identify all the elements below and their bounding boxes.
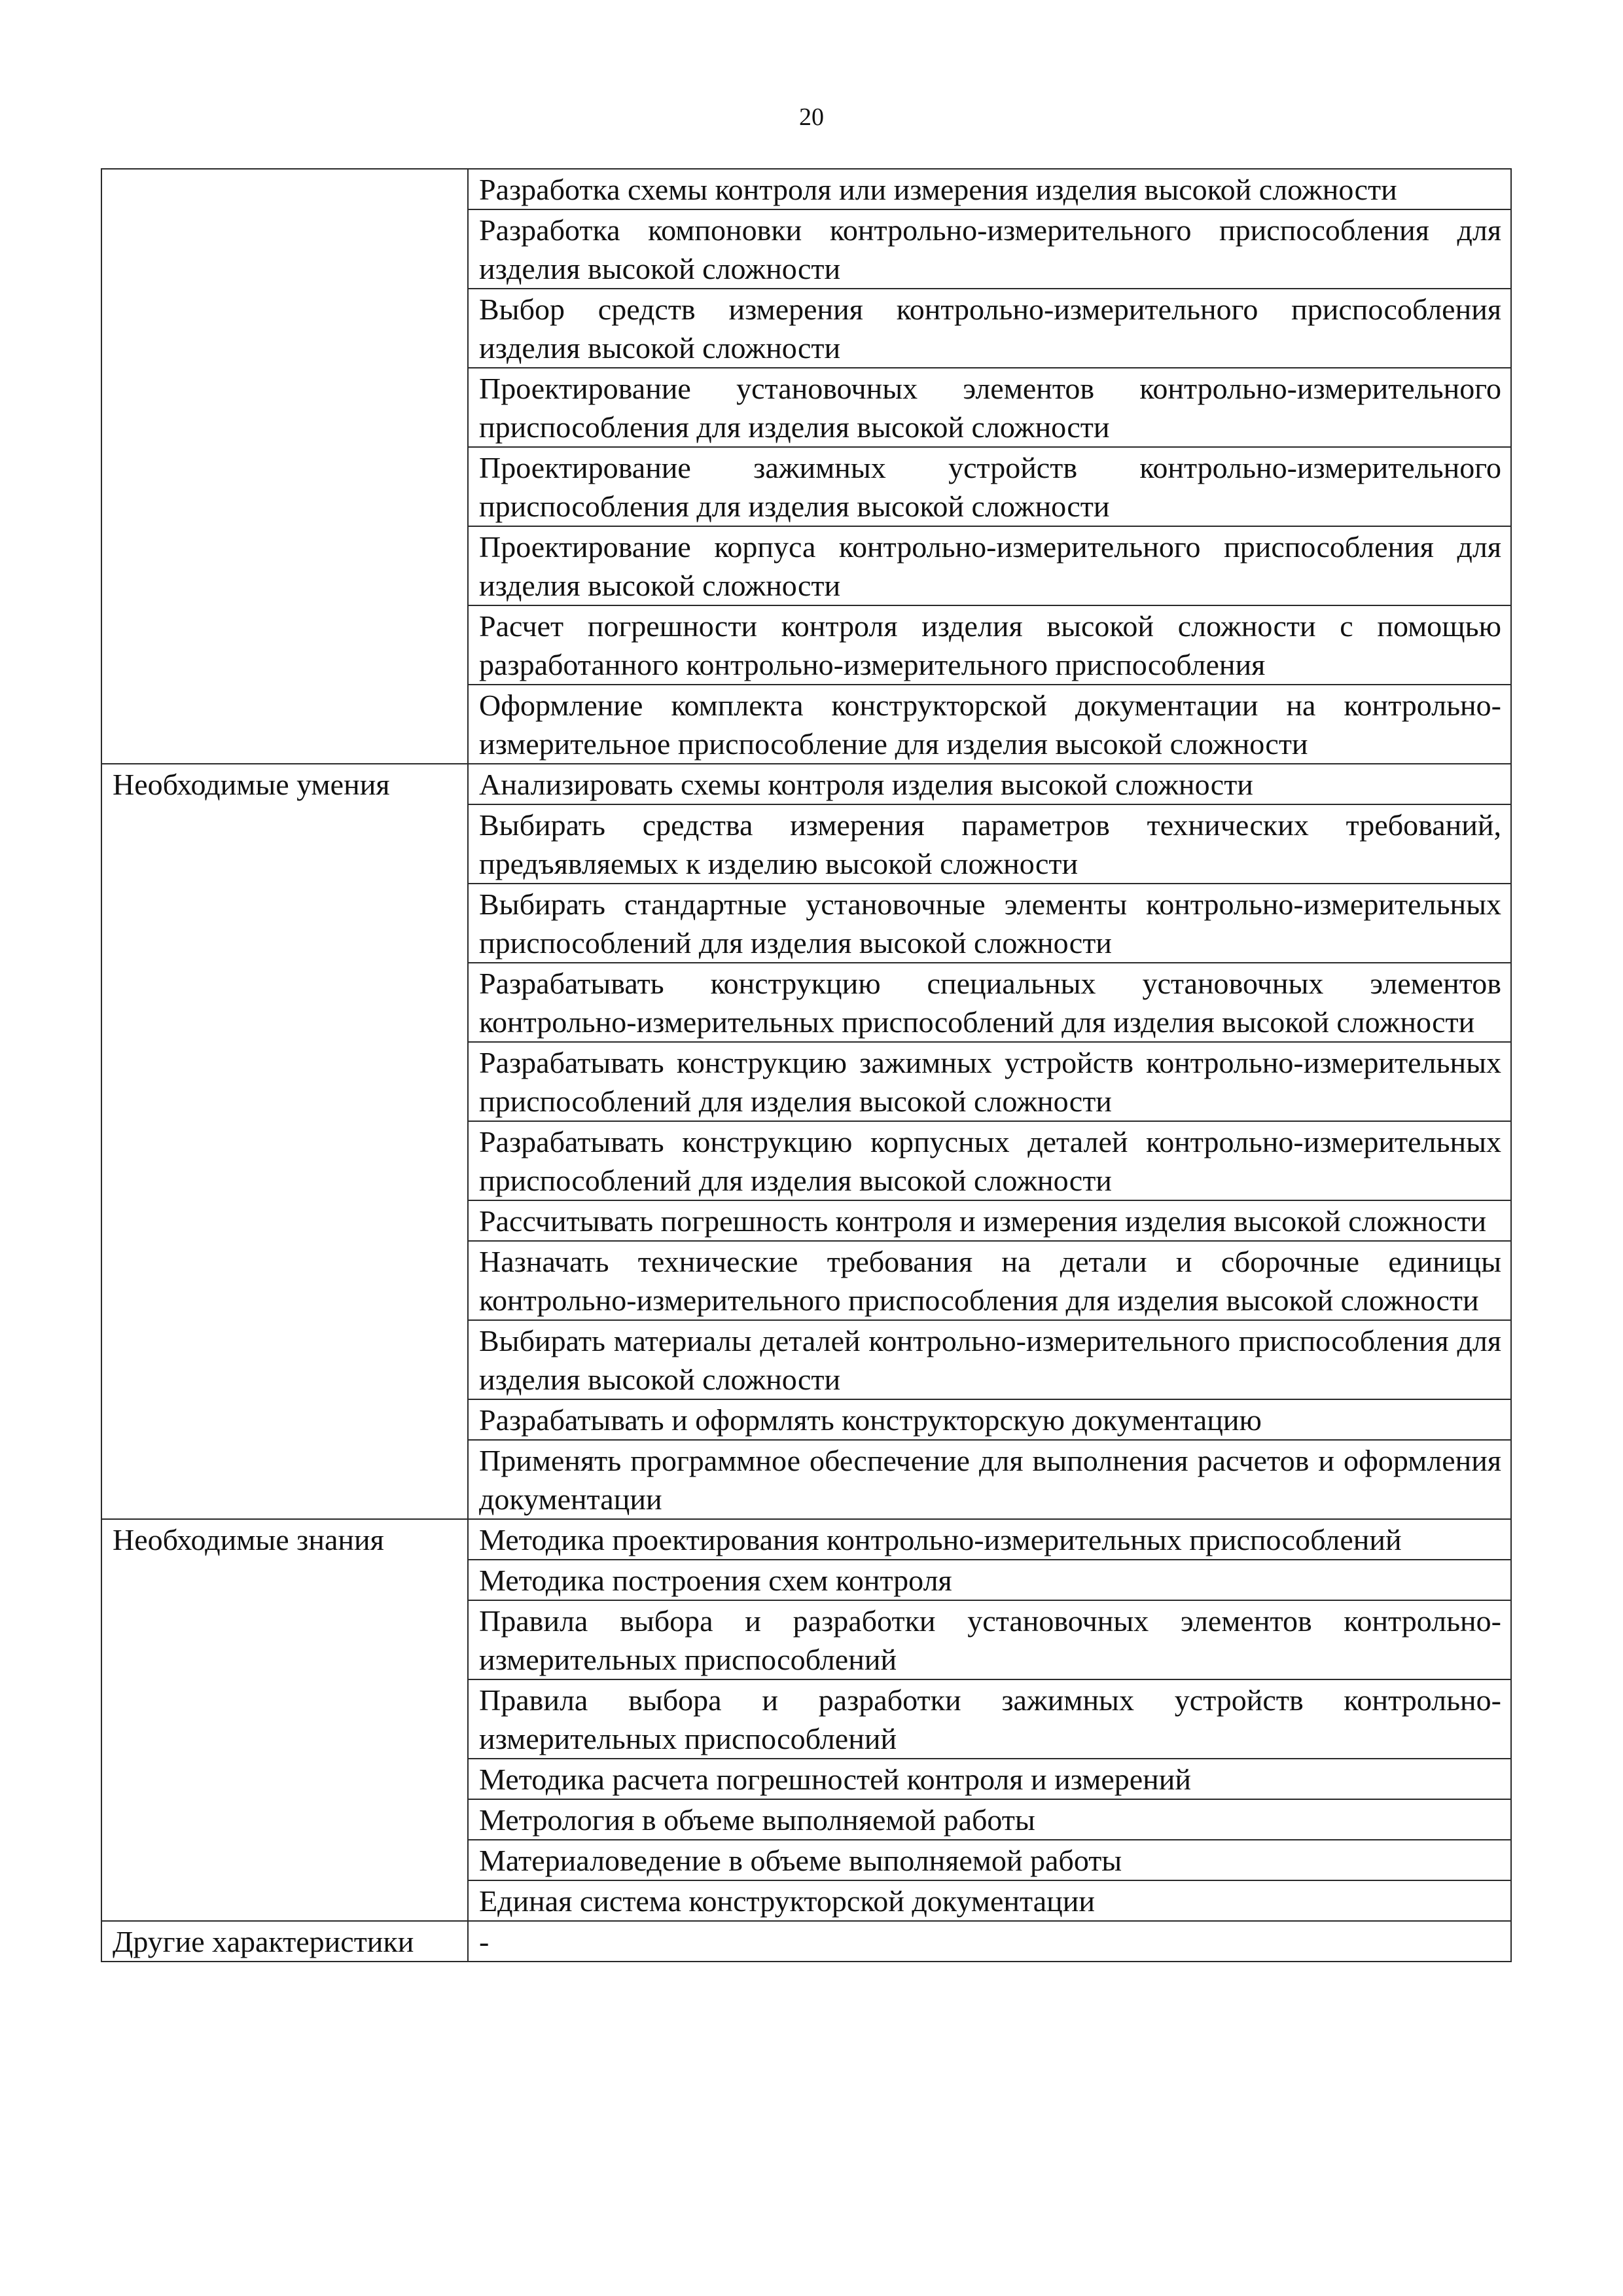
table-cell-item: Выбирать материалы деталей контрольно-измерительного приспособления для изделия высокой сложности — [468, 1320, 1511, 1399]
table-cell-item: Анализировать схемы контроля изделия высокой сложности — [468, 764, 1511, 804]
table-row — [101, 169, 1511, 209]
table-cell-item: Разрабатывать конструкцию специальных установочных элементов контрольно-измерительных приспособлений для изделия высокой сложности — [468, 963, 1511, 1042]
row-category-label: Другие характеристики — [101, 1921, 468, 1962]
table-cell-item: Выбирать средства измерения параметров технических требований, предъявляемых к изделию высокой сложности — [468, 804, 1511, 884]
table-row — [101, 1519, 1511, 1560]
row-category-label: Необходимые умения — [101, 764, 468, 1519]
row-category-label: Необходимые знания — [101, 1519, 468, 1921]
table-row — [101, 1921, 1511, 1962]
table-cell-item: Назначать технические требования на детали и сборочные единицы контрольно-измерительного приспособления для изделия высокой сложности — [468, 1241, 1511, 1320]
table-cell-item: Правила выбора и разработки установочных элементов контрольно-измерительных приспособлений — [468, 1600, 1511, 1679]
table-cell-item: Правила выбора и разработки зажимных устройств контрольно-измерительных приспособлений — [468, 1679, 1511, 1759]
table-cell-item: Проектирование установочных элементов контрольно-измерительного приспособления для изделия высокой сложности — [468, 368, 1511, 447]
table-cell-item: Разработка компоновки контрольно-измерительного приспособления для изделия высокой сложности — [468, 209, 1511, 289]
table-cell-item: Проектирование корпуса контрольно-измерительного приспособления для изделия высокой сложности — [468, 526, 1511, 605]
table-cell-item: Метрология в объеме выполняемой работы — [468, 1799, 1511, 1840]
table-cell-item: Единая система конструкторской документации — [468, 1880, 1511, 1921]
table-cell-item: Проектирование зажимных устройств контрольно-измерительного приспособления для изделия высокой сложности — [468, 447, 1511, 526]
page-number: 20 — [799, 103, 824, 131]
table-cell-item: Применять программное обеспечение для выполнения расчетов и оформления документации — [468, 1440, 1511, 1519]
table-cell-item: - — [468, 1921, 1511, 1962]
table-row — [101, 764, 1511, 804]
table-cell-item: Методика расчета погрешностей контроля и измерений — [468, 1759, 1511, 1799]
table-cell-item: Рассчитывать погрешность контроля и измерения изделия высокой сложности — [468, 1200, 1511, 1241]
row-category-label — [101, 169, 468, 764]
table-cell-item: Методика проектирования контрольно-измерительных приспособлений — [468, 1519, 1511, 1560]
table-cell-item: Оформление комплекта конструкторской документации на контрольно-измерительное приспособление для изделия высокой сложности — [468, 685, 1511, 764]
table-cell-item: Разрабатывать конструкцию зажимных устройств контрольно-измерительных приспособлений для изделия высокой сложности — [468, 1042, 1511, 1121]
specification-table-body — [101, 169, 1511, 1962]
table-cell-item: Выбирать стандартные установочные элементы контрольно-измерительных приспособлений для изделия высокой сложности — [468, 884, 1511, 963]
table-cell-item: Расчет погрешности контроля изделия высокой сложности с помощью разработанного контрольно-измерительного приспособления — [468, 605, 1511, 685]
table-cell-item: Методика построения схем контроля — [468, 1560, 1511, 1600]
table-cell-item: Выбор средств измерения контрольно-измерительного приспособления изделия высокой сложности — [468, 289, 1511, 368]
table-cell-item: Разрабатывать и оформлять конструкторскую документацию — [468, 1399, 1511, 1440]
table-cell-item: Разработка схемы контроля или измерения изделия высокой сложности — [468, 169, 1511, 209]
specification-table — [101, 168, 1512, 1962]
table-cell-item: Материаловедение в объеме выполняемой работы — [468, 1840, 1511, 1880]
table-cell-item: Разрабатывать конструкцию корпусных деталей контрольно-измерительных приспособлений для изделия высокой сложности — [468, 1121, 1511, 1200]
